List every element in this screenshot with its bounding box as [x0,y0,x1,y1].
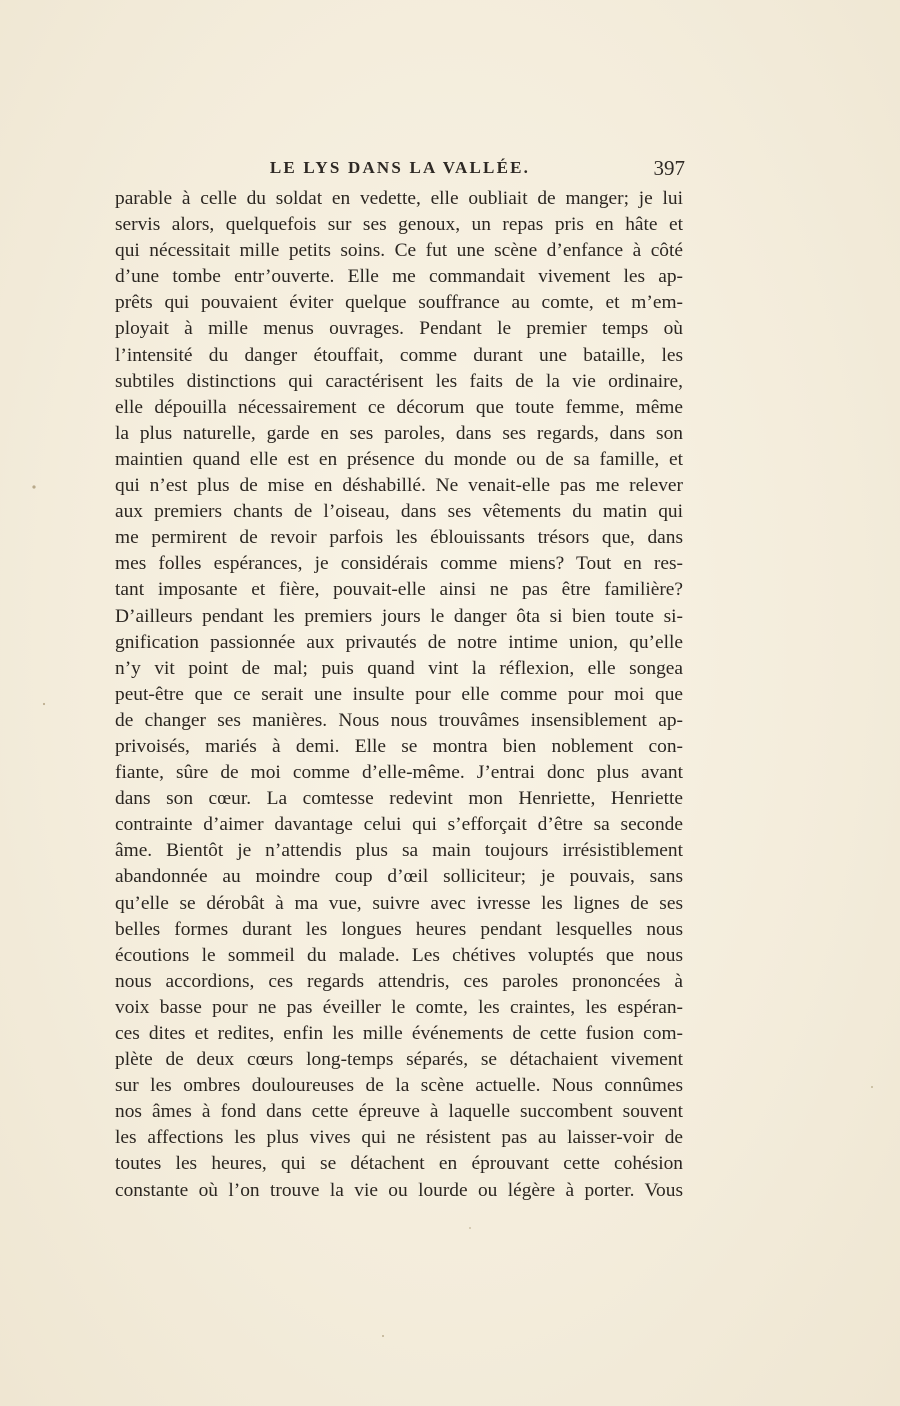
text-line: belles formes durant les longues heures pendant lesquelles nous [115,918,683,940]
running-title: LE LYS DANS LA VALLÉE. [269,158,531,177]
text-line: toutes les heures, qui se détachent en éprouvant cette cohésion [115,1153,683,1175]
text-line: l’intensité du danger étouffait, comme durant une bataille, les [115,344,683,366]
paper-speck [32,485,35,488]
text-line: écoutions le sommeil du malade. Les chétives voluptés que nous [115,944,683,966]
page-number: 397 [653,156,685,180]
text-line: n’y vit point de mal; puis quand vint la réflexion, elle songea [115,657,683,679]
text-line: fiante, sûre de moi comme d’elle-même. J’entrai donc plus avant [115,762,683,784]
text-line: abandonnée au moindre coup d’œil solliciteur; je pouvais, sans [115,866,683,888]
paper-speck [469,1227,471,1229]
body-text [115,186,683,1204]
text-line: servis alors, quelquefois sur ses genoux, un repas pris en hâte et [115,214,683,236]
text-line: dans son cœur. La comtesse redevint mon Henriette, Henriette [115,788,683,810]
text-line: mes folles espérances, je considérais comme miens? Tout en res- [115,553,683,575]
text-line: gnification passionnée aux privautés de notre intime union, qu’elle [115,631,683,653]
text-line: nos âmes à fond dans cette épreuve à laquelle succombent souvent [115,1101,683,1123]
text-line: prêts qui pouvaient éviter quelque souffrance au comte, et m’em- [115,292,683,314]
text-line: constante où l’on trouve la vie ou lourde ou légère à porter. Vous [115,1179,683,1201]
text-line: parable à celle du soldat en vedette, elle oubliait de manger; je lui [115,188,683,209]
text-line: qu’elle se dérobât à ma vue, suivre avec ivresse les lignes de ses [115,892,683,914]
text-line: les affections les plus vives qui ne résistent pas au laisser-voir de [115,1127,683,1149]
text-line: privoisés, mariés à demi. Elle se montra bien noblement con- [115,735,683,757]
text-line: peut-être que ce serait une insulte pour elle comme pour moi que [115,683,683,705]
text-line: qui nécessitait mille petits soins. Ce fut une scène d’enfance à côté [115,240,683,262]
text-line: D’ailleurs pendant les premiers jours le danger ôta si bien toute si- [115,605,683,627]
text-line: ces dites et redites, enfin les mille événements de cette fusion com- [115,1023,683,1044]
text-line: la plus naturelle, garde en ses paroles, dans ses regards, dans son [115,422,683,444]
text-line: nous accordions, ces regards attendris, ces paroles prononcées à [115,970,683,992]
text-line: qui n’est plus de mise en déshabillé. Ne venait-elle pas me relever [115,475,683,497]
text-line: voix basse pour ne pas éveiller le comte, les craintes, les espéran- [115,996,683,1018]
paper-speck [43,703,45,705]
text-line: d’une tombe entr’ouverte. Elle me commandait vivement les ap- [115,266,683,288]
text-line: âme. Bientôt je n’attendis plus sa main toujours irrésistiblement [115,840,683,862]
text-line: sur les ombres douloureuses de la scène actuelle. Nous connûmes [115,1075,683,1097]
text-line: aux premiers chants de l’oiseau, dans ses vêtements du matin qui [115,501,683,523]
paper-speck [382,1335,384,1337]
text-line: subtiles distinctions qui caractérisent les faits de la vie ordinaire, [115,370,683,392]
text-line: contrainte d’aimer davantage celui qui s’efforçait d’être sa seconde [115,814,683,836]
paper-speck [871,1086,873,1088]
text-line: maintien quand elle est en présence du monde ou de sa famille, et [115,448,683,470]
text-line: plète de deux cœurs long-temps séparés, se détachaient vivement [115,1049,683,1071]
text-line: de changer ses manières. Nous nous trouvâmes insensiblement ap- [115,709,683,731]
text-line: me permirent de revoir parfois les éblouissants trésors que, dans [115,527,683,549]
text-line: elle dépouilla nécessairement ce décorum que toute femme, même [115,396,683,418]
text-line: ployait à mille menus ouvrages. Pendant le premier temps où [115,318,683,340]
text-line: tant imposante et fière, pouvait-elle ainsi ne pas être familière? [115,579,683,601]
running-head [115,156,685,186]
